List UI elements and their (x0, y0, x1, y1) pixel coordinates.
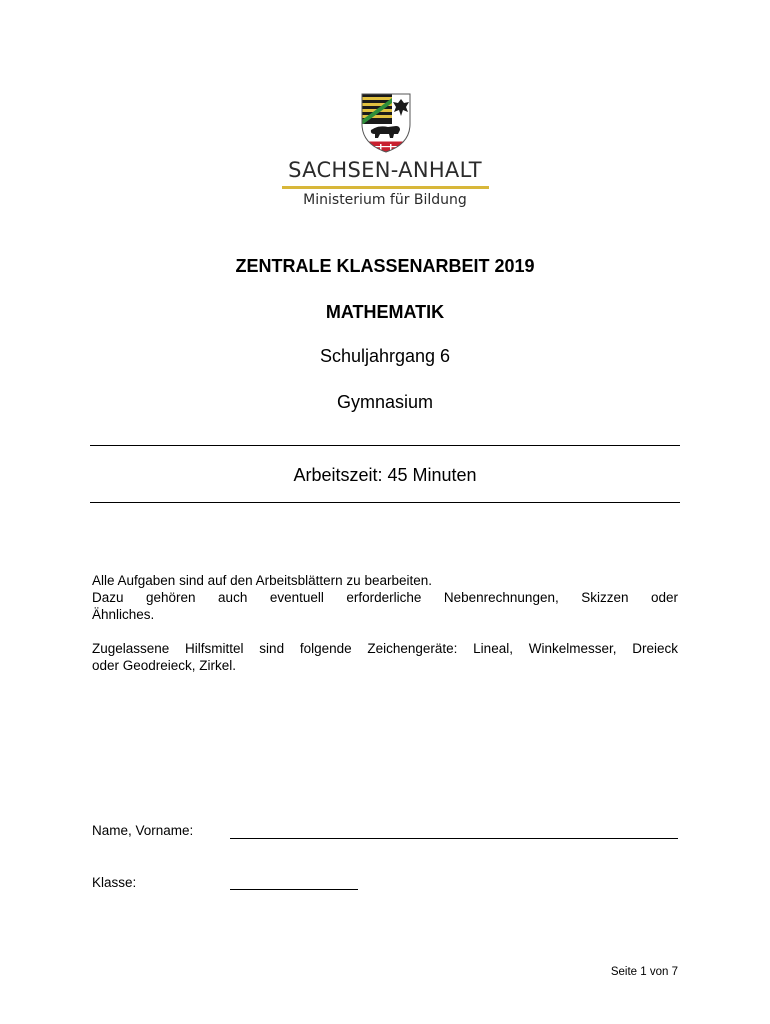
name-field[interactable] (230, 838, 678, 839)
subject-title: MATHEMATIK (325, 302, 445, 322)
divider-bottom (90, 502, 680, 503)
divider-top (90, 445, 680, 446)
work-time: Arbeitszeit: 45 Minuten (293, 465, 477, 485)
instruction-line: Alle Aufgaben sind auf den Arbeitsblättern zu bearbeiten. (92, 573, 432, 588)
instruction-line: oder Geodreieck, Zirkel. (92, 658, 237, 673)
class-field[interactable] (230, 889, 358, 890)
sachsen-anhalt-logo (280, 88, 490, 213)
page-number: Seite 1 von 7 (610, 966, 678, 978)
exam-title: ZENTRALE KLASSENARBEIT 2019 (235, 256, 535, 276)
name-label: Name, Vorname: (92, 823, 194, 838)
logo-state-name: SACHSEN-ANHALT (288, 158, 482, 182)
instruction-line: Dazu gehören auch eventuell erforderliche Nebenrechnungen, Skizzen oder (92, 590, 678, 605)
coat-of-arms-icon (358, 90, 414, 154)
class-label: Klasse: (92, 875, 137, 890)
instructions-paragraph-1 (92, 572, 678, 623)
instructions-paragraph-2 (92, 640, 678, 674)
logo-ministry: Ministerium für Bildung (303, 192, 467, 208)
logo-divider (282, 186, 489, 189)
instruction-line: Zugelassene Hilfsmittel sind folgende Zeichengeräte: Lineal, Winkelmesser, Dreieck (92, 641, 678, 656)
school-type: Gymnasium (336, 392, 434, 412)
instruction-line: Ähnliches. (92, 607, 155, 622)
grade-level: Schuljahrgang 6 (319, 346, 451, 366)
